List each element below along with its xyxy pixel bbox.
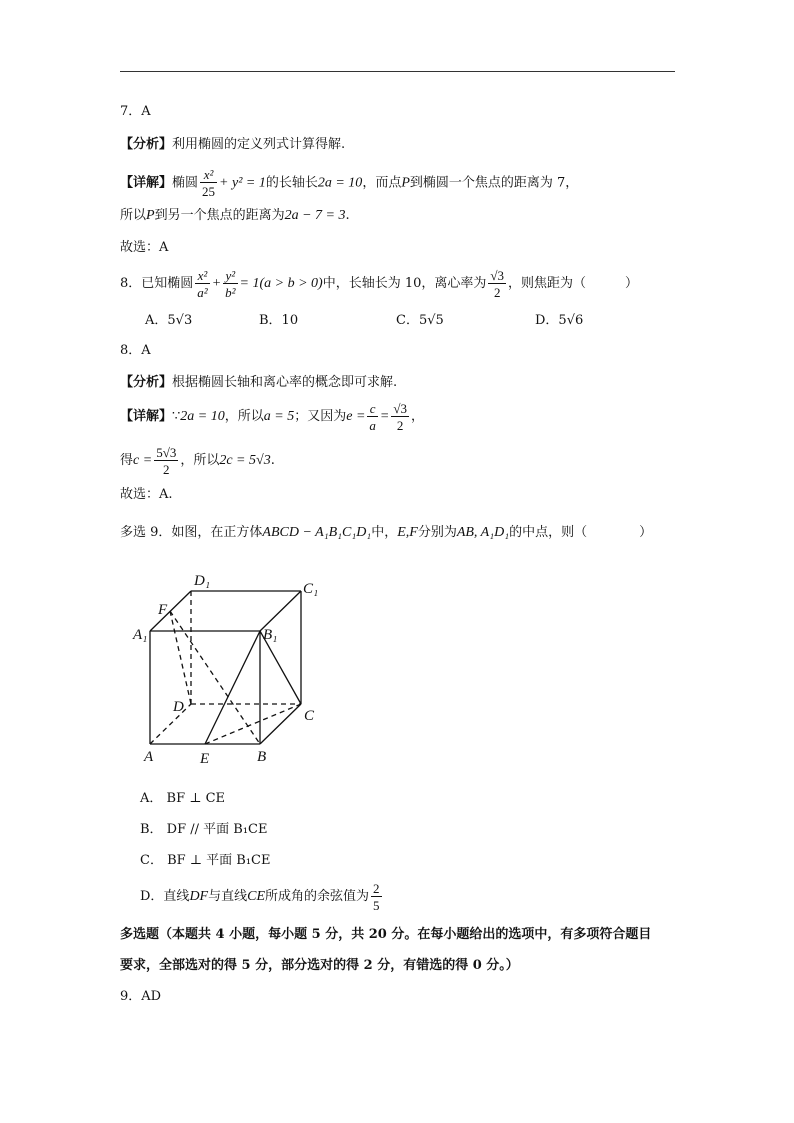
numerator: y² xyxy=(223,269,237,284)
edge-BC xyxy=(260,704,301,744)
text: . xyxy=(270,453,275,468)
text: 分别为 xyxy=(417,525,457,540)
text: ，所以 xyxy=(180,453,220,468)
section-note-line1: 多选题（本题共 4 小题，每小题 5 分，共 20 分。在每小题给出的选项中，有多项符合题目 xyxy=(120,927,652,942)
fraction xyxy=(200,168,217,198)
q8-detail-line2 xyxy=(120,444,275,478)
text: ；又因为 xyxy=(294,409,347,424)
numerator: x² xyxy=(200,168,217,183)
segment-EC xyxy=(205,704,301,744)
denominator: b² xyxy=(225,284,236,300)
q9-answer: 9．AD xyxy=(120,989,162,1004)
fraction xyxy=(367,402,378,432)
text: D．直线 xyxy=(140,889,190,904)
label-D: D xyxy=(173,699,184,715)
math: 2a = 10 xyxy=(317,175,363,191)
text: 多选 9．如图，在正方体 xyxy=(120,525,263,540)
detail-tag: 【详解】 xyxy=(120,175,173,191)
math: ABCD − A₁B₁C₁D₁ xyxy=(262,525,372,540)
math: E,F xyxy=(397,525,418,540)
text: ，则焦距为（ ） xyxy=(508,276,639,291)
text: . xyxy=(345,208,350,223)
analysis-tag: 【分析】 xyxy=(120,137,173,152)
q8-option-d: D．5√6 xyxy=(535,313,584,328)
fraction xyxy=(488,269,506,299)
numerator: √3 xyxy=(490,267,505,283)
fraction xyxy=(195,269,209,299)
math: 2a = 10 xyxy=(180,409,225,424)
q8-option-b: B．10 xyxy=(259,313,299,328)
fraction xyxy=(391,402,409,432)
text: 到另一个焦点的距离为 xyxy=(154,208,285,223)
text: ∵ xyxy=(172,409,181,424)
q9-option-c: C． BF ⊥ 平面 B₁CE xyxy=(140,853,271,868)
numerator: 2 xyxy=(373,880,380,896)
q8-answer: 8．A xyxy=(120,343,151,358)
numerator: 5√3 xyxy=(156,444,177,460)
q8-option-c: C．5√5 xyxy=(396,313,444,328)
label-B1: B₁ xyxy=(263,627,278,643)
text: 中，长轴长为 10，离心率为 xyxy=(322,276,487,291)
math: P xyxy=(146,208,155,223)
header-rule xyxy=(120,71,675,72)
math: 2c = 5√3 xyxy=(219,453,271,468)
denominator: 2 xyxy=(163,461,170,477)
segment-FD xyxy=(170,611,191,704)
q8-detail-line1 xyxy=(120,400,424,434)
q8-choice: 故选：A. xyxy=(120,487,173,502)
math: AB, A₁D₁ xyxy=(456,525,510,540)
text: ，所以 xyxy=(224,409,264,424)
analysis-text: 根据椭圆长轴和离心率的概念即可求解. xyxy=(172,375,398,390)
q7-analysis xyxy=(120,135,345,155)
text: 中， xyxy=(371,525,398,540)
text: 所以 xyxy=(120,208,147,223)
q7-answer: 7．A xyxy=(120,104,151,119)
math: P xyxy=(401,175,410,191)
segment-B1E xyxy=(205,631,260,744)
text: 的长轴长 xyxy=(265,175,318,191)
q7-detail-line2 xyxy=(120,206,350,226)
math: DF xyxy=(189,889,209,904)
numerator: √3 xyxy=(393,400,407,416)
text: 椭圆 xyxy=(172,175,199,191)
text: ，而点 xyxy=(362,175,402,191)
detail-tag: 【详解】 xyxy=(120,409,173,424)
text: 所成角的余弦值为 xyxy=(265,889,370,904)
q9-option-b: B． DF // 平面 B₁CE xyxy=(140,822,268,837)
math: a = 5 xyxy=(263,409,295,424)
fraction xyxy=(371,882,382,912)
fraction xyxy=(223,269,237,299)
denominator: 5 xyxy=(373,897,380,913)
denominator: 2 xyxy=(493,284,501,300)
label-A1: A₁ xyxy=(133,627,148,643)
label-C1: C₁ xyxy=(303,581,319,597)
edge-AD xyxy=(150,704,191,744)
q9-stem xyxy=(120,523,652,543)
text: 与直线 xyxy=(208,889,248,904)
text: ， xyxy=(411,409,425,424)
cube-diagram xyxy=(130,568,340,768)
denominator: a² xyxy=(197,284,208,300)
label-C: C xyxy=(304,708,315,724)
label-D1: D₁ xyxy=(194,573,211,589)
denominator: a xyxy=(369,417,376,433)
q8-stem: 8．已知椭圆 $\frac{\text{x²}}{\text{a²}}$ + $\frac{\text{y²}}{\text{b²}}$ = 1(a > b > 0)中，长轴长为 10，离心率为 $\frac{√3}{2}$ ，则焦距为（ ） xyxy=(120,267,639,300)
q8-analysis xyxy=(120,373,397,393)
text: 8．已知椭圆 xyxy=(120,276,194,291)
section-note-line2: 要求，全部选对的得 5 分，部分选对的得 2 分，有错选的得 0 分。） xyxy=(120,958,519,973)
denominator: 25 xyxy=(202,184,216,199)
text: 得 xyxy=(120,453,134,468)
math: CE xyxy=(247,889,266,904)
math: + y² = 1 xyxy=(219,175,266,191)
label-F: F xyxy=(158,602,168,618)
analysis-tag: 【分析】 xyxy=(120,375,173,390)
text: 到椭圆一个焦点的距离为 7， xyxy=(409,175,579,191)
label-A: A xyxy=(144,749,154,765)
text: 的中点，则（ ） xyxy=(509,525,653,540)
numerator: c xyxy=(367,402,378,417)
denominator: 2 xyxy=(396,417,404,433)
label-B: B xyxy=(257,749,267,765)
math: = 1(a > b > 0) xyxy=(239,276,323,291)
edge-C1B1 xyxy=(260,591,301,631)
q7-choice: 故选：A xyxy=(120,240,169,255)
math: e = xyxy=(346,409,366,424)
numerator: x² xyxy=(195,269,209,284)
math: 2a − 7 = 3 xyxy=(284,208,346,223)
math: c = xyxy=(133,453,153,468)
q8-option-a: A．5√3 xyxy=(145,313,193,328)
q9-option-d xyxy=(140,880,384,914)
q9-option-a: A． BF ⊥ CE xyxy=(140,791,226,806)
fraction xyxy=(154,446,178,476)
q7-detail-line1 xyxy=(120,168,578,199)
label-E: E xyxy=(200,751,210,767)
analysis-text: 利用椭圆的定义列式计算得解. xyxy=(172,137,346,152)
math: = xyxy=(379,409,390,424)
